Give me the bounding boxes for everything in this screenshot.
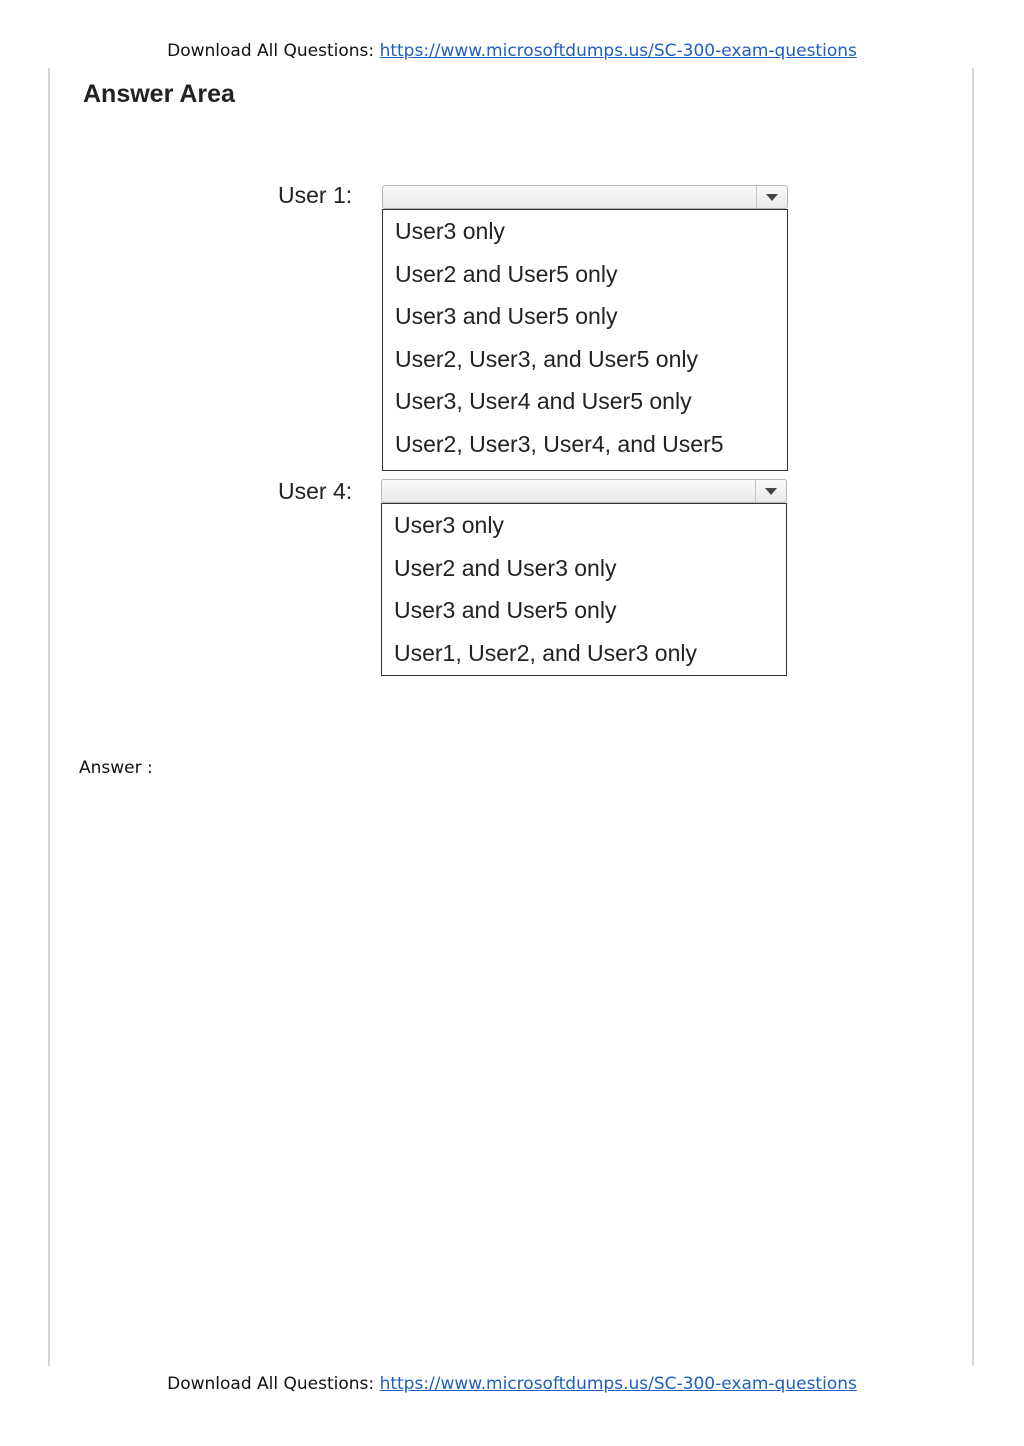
right-border [972, 68, 974, 1366]
download-link[interactable]: https://www.microsoftdumps.us/SC-300-exam-questions [379, 1374, 857, 1394]
download-prefix: Download All Questions: [167, 1374, 375, 1394]
download-footer [0, 1374, 1024, 1394]
dropdown-option[interactable]: User3 only [394, 512, 504, 538]
dropdown-option[interactable]: User2, User3, and User5 only [395, 345, 698, 372]
answer-label: Answer : [79, 758, 153, 778]
download-link[interactable]: https://www.microsoftdumps.us/SC-300-exam-questions [379, 41, 857, 61]
user1-dropdown[interactable] [382, 185, 788, 209]
download-prefix: Download All Questions: [167, 41, 375, 61]
dropdown-option[interactable]: User2, User3, User4, and User5 [395, 430, 724, 457]
dropdown-option[interactable]: User3 only [395, 218, 505, 244]
download-header [0, 41, 1024, 61]
dropdown-option[interactable]: User2 and User3 only [394, 554, 617, 581]
dropdown-option[interactable]: User1, User2, and User3 only [394, 639, 697, 666]
chevron-down-icon [765, 488, 777, 495]
dropdown-option[interactable]: User3 and User5 only [394, 597, 617, 624]
dropdown-option[interactable]: User3 and User5 only [395, 303, 618, 330]
user4-label: User 4: [278, 478, 353, 504]
user4-options-list [381, 503, 787, 676]
dropdown-option[interactable]: User3, User4 and User5 only [395, 388, 692, 415]
dropdown-toggle[interactable] [755, 480, 786, 502]
chevron-down-icon [766, 194, 778, 201]
answer-area-title: Answer Area [83, 80, 235, 108]
left-border [48, 68, 50, 1366]
dropdown-toggle[interactable] [756, 186, 787, 208]
user1-label: User 1: [278, 182, 353, 208]
user1-options-list [382, 209, 788, 471]
user4-dropdown[interactable] [381, 479, 787, 503]
dropdown-option[interactable]: User2 and User5 only [395, 260, 618, 287]
